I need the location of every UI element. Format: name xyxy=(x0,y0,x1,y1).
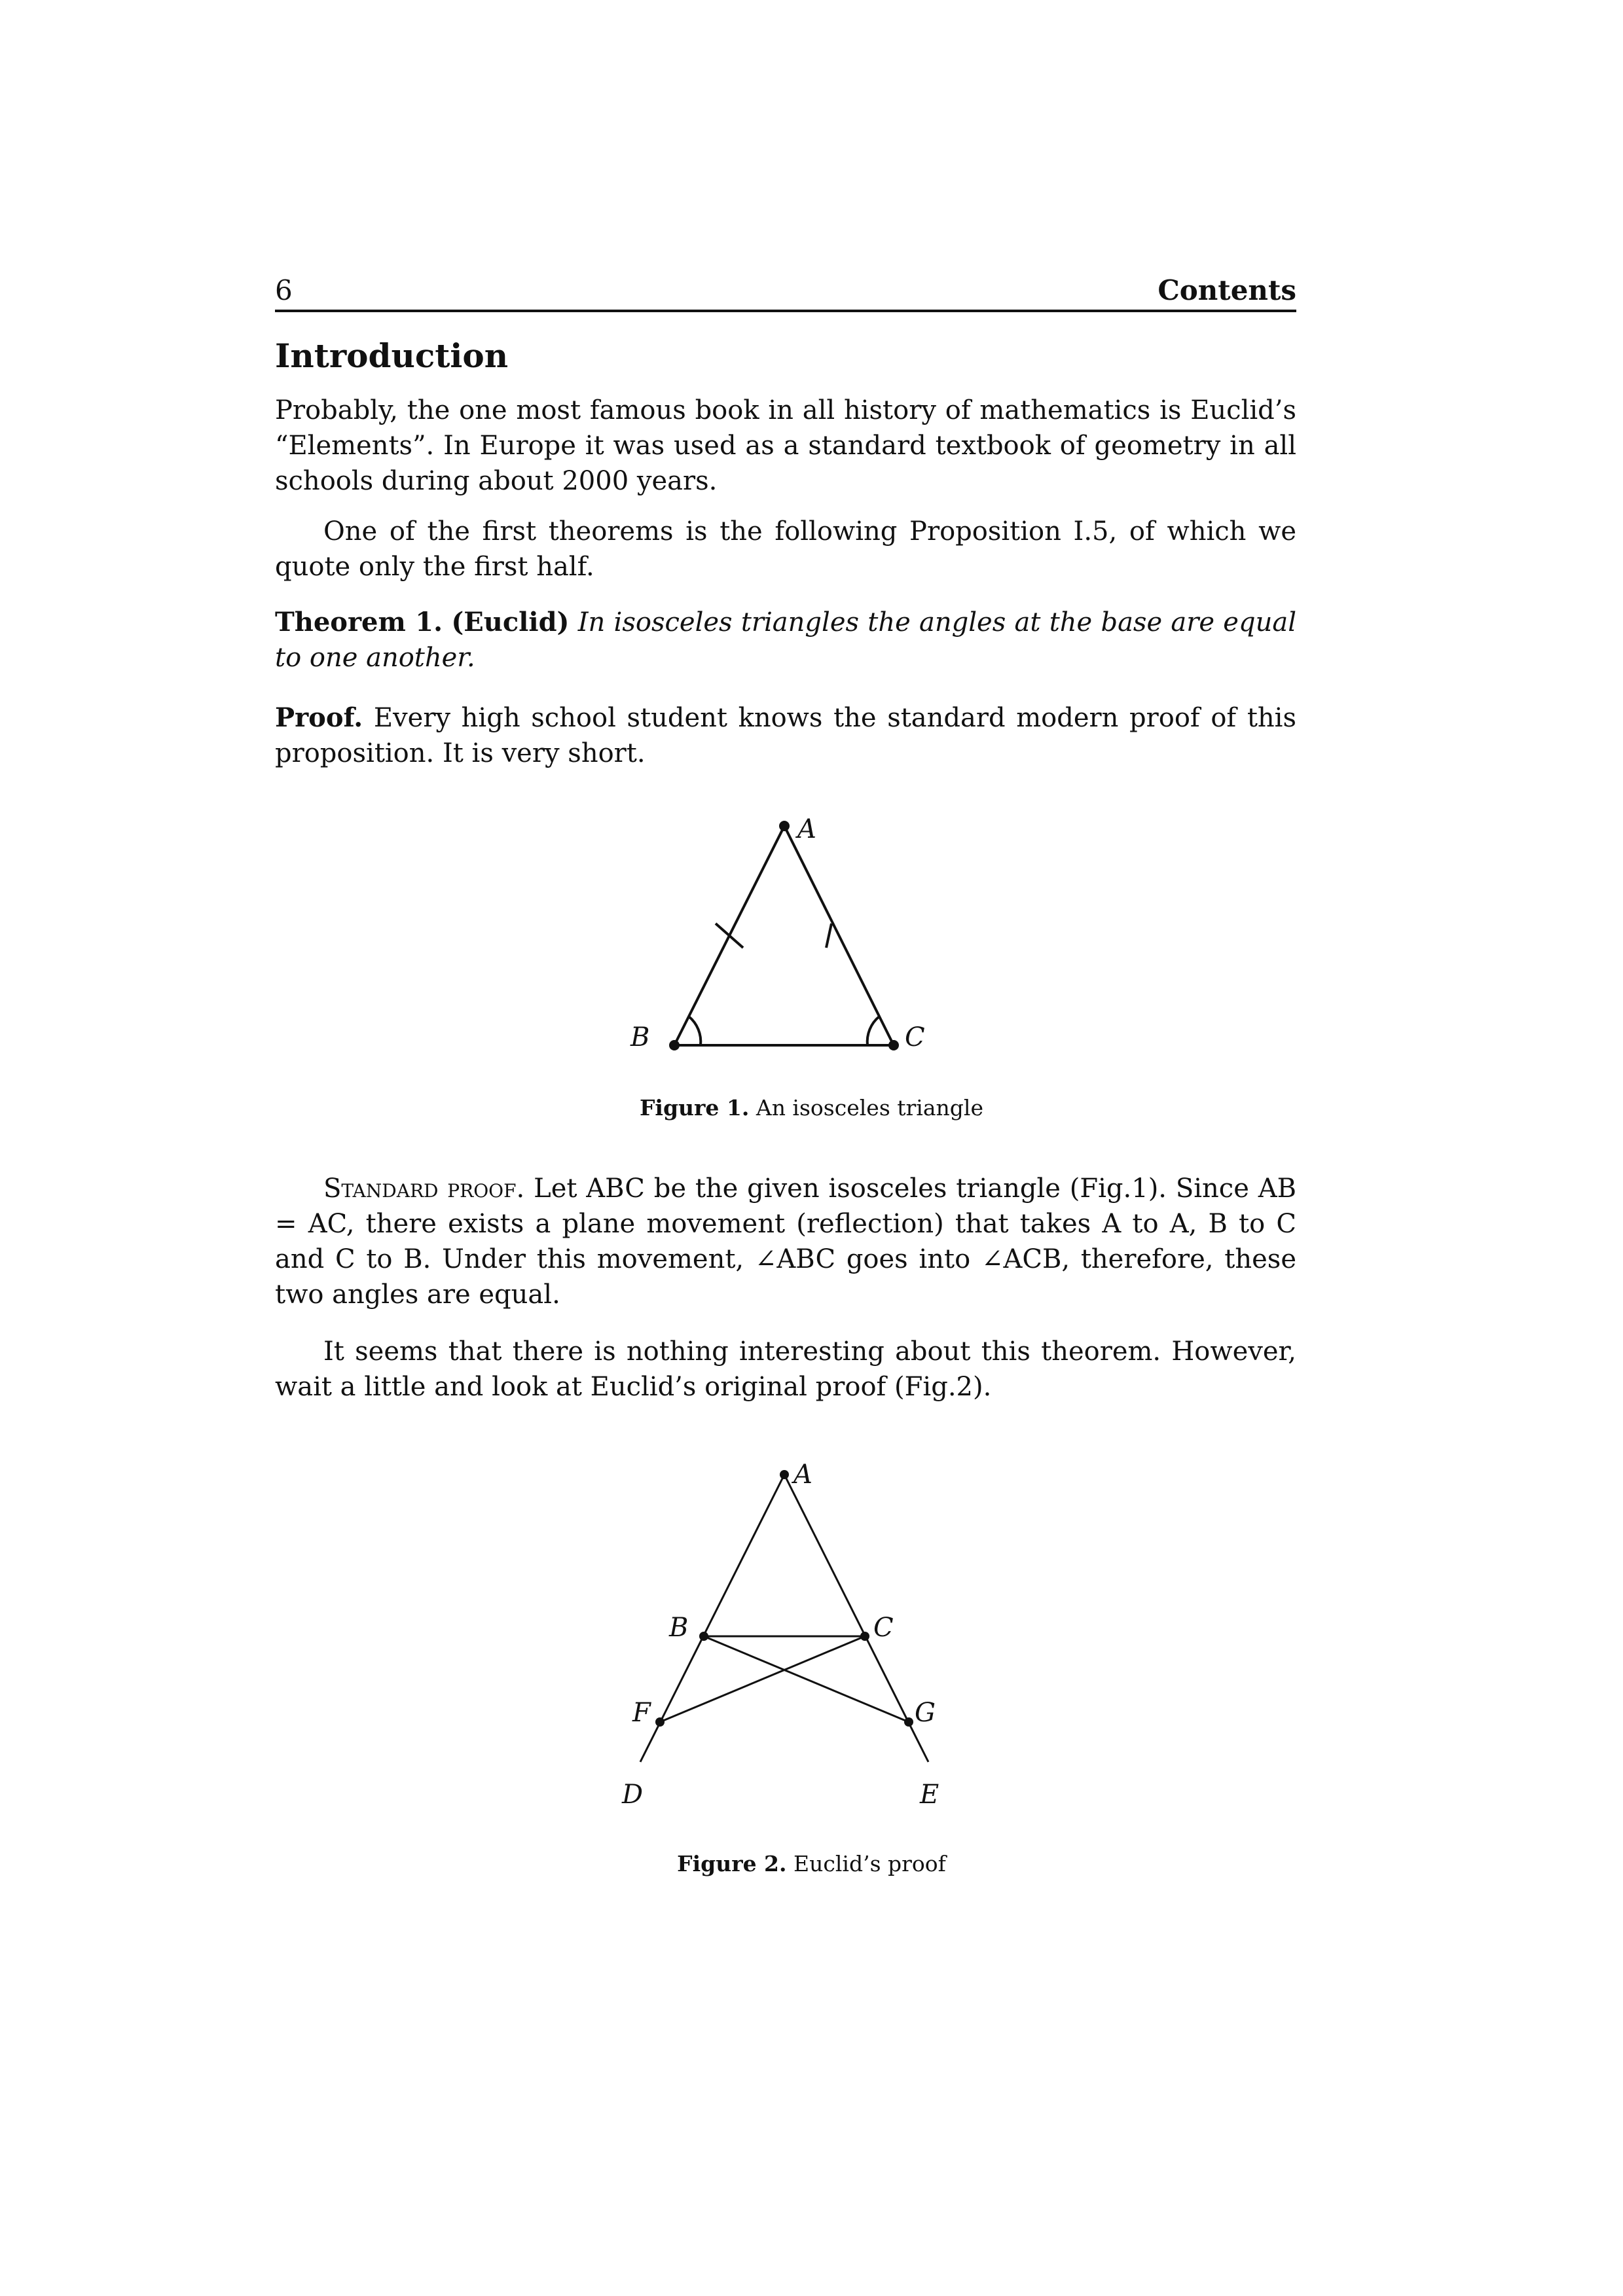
fig2-label-b: B xyxy=(669,1613,689,1643)
figure-2-caption-text: Euclid’s proof xyxy=(793,1851,946,1876)
proof-label: Proof. xyxy=(275,702,363,733)
fig2-label-e: E xyxy=(920,1780,939,1810)
transition-paragraph: It seems that there is nothing interesting about this theorem. However, wait a little and look at Euclid’s original proof (Fig.2). xyxy=(275,1336,1296,1402)
fig2-point-f xyxy=(655,1717,665,1727)
fig2-label-d: D xyxy=(622,1780,644,1810)
intro-paragraph-1: Probably, the one most famous book in all history of mathematics is Euclid’s “Elements”. In Europe it was used as a standard textbook of geometry in all schools during about 2000 years. xyxy=(275,395,1296,496)
fig2-label-c: C xyxy=(873,1613,894,1643)
running-title: Contents xyxy=(1158,274,1296,306)
fig2-point-c xyxy=(860,1632,869,1641)
intro-paragraph-2: One of the first theorems is the following Proposition I.5, of which we quote only the first half. xyxy=(275,516,1296,582)
fig2-point-g xyxy=(904,1717,913,1727)
theorem-label: Theorem 1. xyxy=(275,607,443,637)
section-title: Introduction xyxy=(275,336,509,375)
page-number: 6 xyxy=(275,274,293,306)
theorem-statement: In isosceles triangles the angles at the base are equal to one another. xyxy=(275,607,1296,673)
fig2-point-b xyxy=(699,1632,708,1641)
theorem-attribution: (Euclid) xyxy=(451,607,570,637)
figure-1-caption-label: Figure 1. xyxy=(640,1095,750,1121)
proof-text: Every high school student knows the standard modern proof of this proposition. It is very short. xyxy=(275,703,1297,768)
fig2-label-f: F xyxy=(632,1698,651,1728)
figure-2-caption-label: Figure 2. xyxy=(677,1851,787,1876)
fig2-segment-bg xyxy=(704,1636,909,1722)
fig1-label-a: A xyxy=(797,814,816,844)
standard-proof-label: Standard proof. xyxy=(323,1174,525,1204)
fig2-label-a: A xyxy=(793,1460,812,1490)
fig2-segment-cf xyxy=(660,1636,865,1722)
fig2-label-g: G xyxy=(915,1698,936,1728)
fig2-point-a xyxy=(780,1470,789,1479)
fig1-label-b: B xyxy=(630,1022,650,1052)
fig1-label-c: C xyxy=(905,1022,925,1052)
figure-1-caption-text: An isosceles triangle xyxy=(756,1095,983,1121)
figure-2-caption xyxy=(0,1850,1623,1878)
standard-proof-text: Let ABC be the given isosceles triangle (Fig.1). Since AB = AC, there exists a plane movement (reflection) that takes A to A, B to C and C to B. Under this movement, ∠ABC goes into ∠ACB, therefore, these two angles are equal. xyxy=(275,1174,1296,1310)
